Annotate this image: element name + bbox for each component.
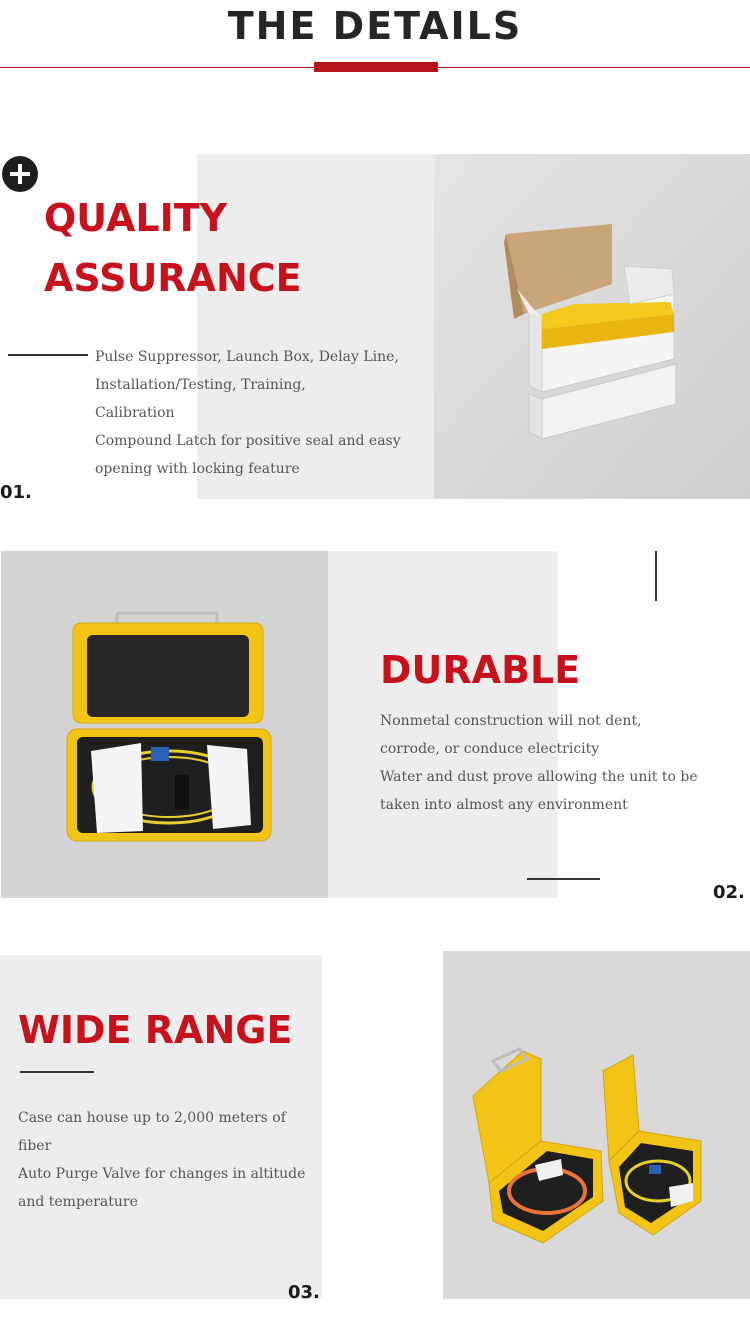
- section-2-number: 02.: [713, 882, 745, 903]
- page-title: THE DETAILS: [227, 4, 523, 48]
- section-3-number: 03.: [288, 1282, 320, 1303]
- section-3-photo: [443, 951, 750, 1299]
- section-1-photo: [434, 154, 750, 499]
- section-1-heading-line-2: ASSURANCE: [44, 256, 302, 300]
- section-2-vertical-rule: [655, 551, 657, 601]
- section-3-body: Case can house up to 2,000 meters of fiber Auto Purge Valve for changes in altitude and temperature: [18, 1110, 306, 1210]
- section-3-rule: [20, 1071, 94, 1073]
- plus-circle-icon[interactable]: [2, 156, 38, 192]
- section-2-heading: DURABLE: [380, 648, 581, 692]
- section-2-photo: [1, 551, 328, 898]
- section-1-number: 01.: [0, 482, 32, 503]
- section-1-rule: [8, 354, 88, 356]
- section-2-body: Nonmetal construction will not dent, corrode, or conduce electricity Water and dust prove allowing the unit to be taken into almost any environment: [380, 713, 698, 813]
- header-accent-bar: [314, 62, 438, 72]
- section-3-heading: WIDE RANGE: [18, 1008, 293, 1052]
- section-2-rule: [527, 878, 600, 880]
- section-1-heading-line-1: QUALITY: [44, 196, 228, 240]
- section-1-body: Pulse Suppressor, Launch Box, Delay Line, Installation/Testing, Training, Calibration Compound Latch for positive seal and easy opening with locking feature: [95, 349, 401, 477]
- two-cases-image: [443, 951, 750, 1299]
- yellow-case-image: [1, 551, 328, 898]
- cardboard-box-image: [434, 154, 750, 499]
